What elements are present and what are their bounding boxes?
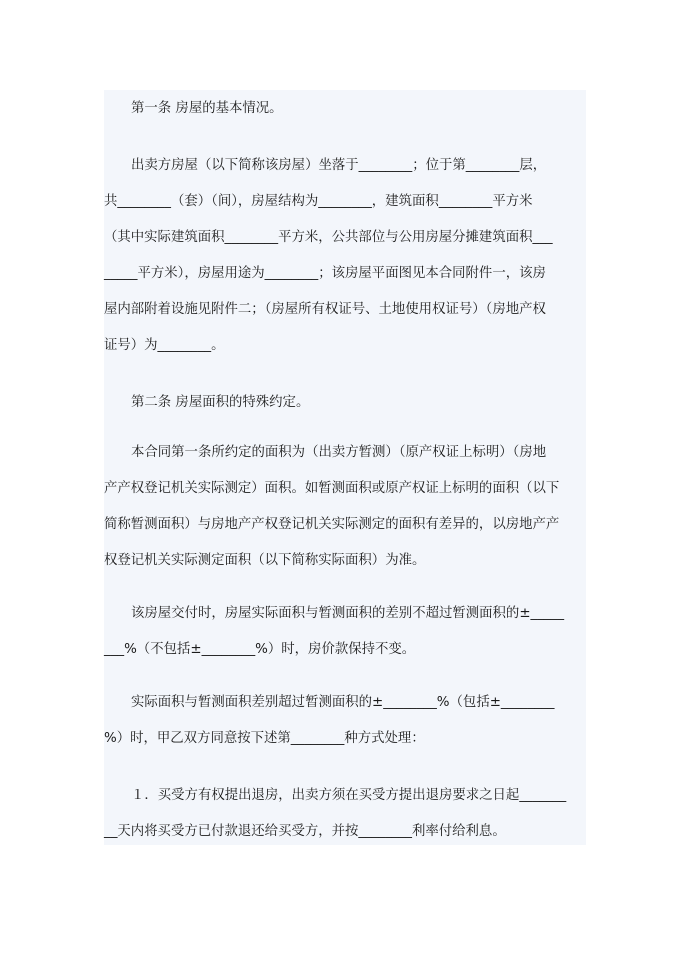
document-line: 共________（套）（间），房屋结构为________，建筑面积________平方米 [104, 194, 533, 209]
document-line: 实际面积与暂测面积差别超过暂测面积的±________%（包括±________ [131, 695, 555, 710]
document-line: 本合同第一条所约定的面积为（出卖方暂测）（原产权证上标明）（房地 [131, 445, 547, 460]
document-line: ___%（不包括±________%）时，房价款保持不变。 [104, 642, 416, 657]
document-line: 第二条 房屋面积的特殊约定。 [131, 395, 310, 410]
document-line: 证号）为________。 [104, 338, 225, 353]
document-line: __天内将买受方已付款退还给买受方，并按________利率付给利息。 [104, 824, 506, 839]
document-line: 屋内部附着设施见附件二；（房屋所有权证号、土地使用权证号）（房地产权 [104, 302, 546, 317]
document-line: （其中实际建筑面积________平方米，公共部位与公用房屋分摊建筑面积___ [104, 230, 553, 245]
document-line: 该房屋交付时，房屋实际面积与暂测面积的差别不超过暂测面积的±_____ [131, 606, 565, 621]
document-line: １．买受方有权提出退房，出卖方须在买受方提出退房要求之日起_______ [131, 788, 567, 803]
document-line: 第一条 房屋的基本情况。 [131, 101, 283, 116]
document-line: %）时，甲乙双方同意按下述第________种方式处理： [104, 731, 425, 746]
document-line: _____平方米），房屋用途为________；该房屋平面图见本合同附件一，该房 [104, 266, 546, 281]
document-line: 产产权登记机关实际测定）面积。如暂测面积或原产权证上标明的面积（以下 [104, 481, 560, 496]
document-line: 简称暂测面积）与房地产产权登记机关实际测定的面积有差异的，以房地产产 [104, 517, 560, 532]
document-line: 权登记机关实际测定面积（以下简称实际面积）为准。 [104, 553, 426, 568]
document-line: 出卖方房屋（以下简称该房屋）坐落于________；位于第________层， [131, 158, 547, 173]
